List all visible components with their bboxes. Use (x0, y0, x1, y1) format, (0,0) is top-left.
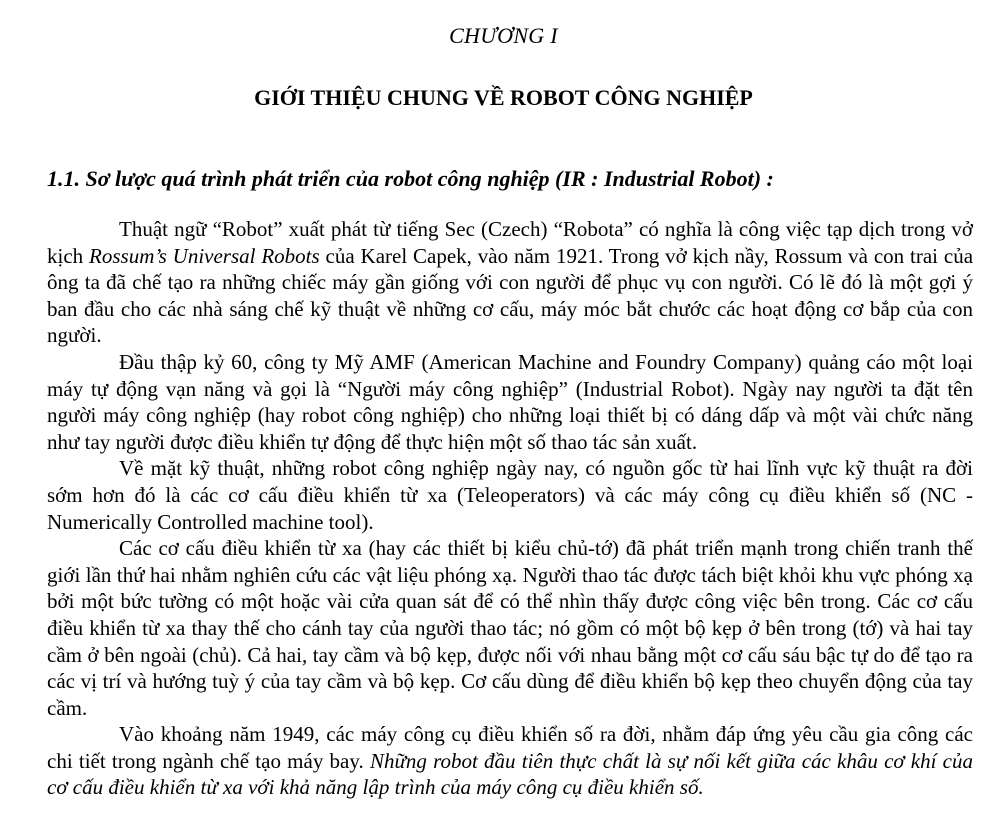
paragraph-text: của Karel Capek, vào năm 1921. Trong vở kịch nầy, Rossum và con trai của ông ta đã chế tạo ra những chiếc máy gần giống với con người để phục vụ con người. Có lẽ đó là một gợi ý ban đầu cho các nhà sáng chế kỹ thuật về những cơ cấu, máy móc bắt chước các hoạt động cơ bắp của con người. (47, 243, 974, 348)
play-title: Rossum’s Universal Robots (89, 243, 320, 268)
paragraph-text: Vào khoảng năm 1949, các máy công cụ điều khiển số ra đời, nhằm đáp ứng yêu cầu gia công các chi tiết trong ngành chế tạo máy bay. (47, 722, 973, 773)
chapter-title: GIỚI THIỆU CHUNG VỀ ROBOT CÔNG NGHIỆP (254, 85, 753, 110)
paragraph-text: Thuật ngữ “Robot” xuất phát từ tiếng Sec (Czech) “Robota” có nghĩa là công việc tạp dịch trong vở kịch (47, 217, 973, 268)
paragraph-nc-machines (47, 721, 973, 801)
body-text (47, 216, 973, 801)
paragraph-teleoperators: Các cơ cấu điều khiển từ xa (hay các thiết bị kiểu chủ-tớ) đã phát triển mạnh trong chiến tranh thế giới lần thứ hai nhằm nghiên cứu các vật liệu phóng xạ. Người thao tác được tách biệt khỏi khu vực phóng xạ bởi một bức tường có một hoặc vài cửa quan sát để có thể nhìn thấy được công việc bên trong. Các cơ cấu điều khiển từ xa thay thế cho cánh tay của người thao tác; nó gồm có một bộ kẹp ở bên trong (tớ) và hai tay cầm ở bên ngoài (chủ). Cả hai, tay cầm và bộ kẹp, được nối với nhau bằng một cơ cấu sáu bậc tự do để tạo ra các vị trí và hướng tuỳ ý của tay cầm và bộ kẹp. Cơ cấu dùng để điều khiển bộ kẹp theo chuyển động của tay cầm. (47, 536, 973, 720)
emphasized-text: Những robot đầu tiên thực chất là sự nối kết giữa các khâu cơ khí của cơ cấu điều khiển từ xa với khả năng lập trình của máy công cụ điều khiển số. (47, 748, 973, 800)
paragraph-technical-origins: Về mặt kỹ thuật, những robot công nghiệp ngày nay, có nguồn gốc từ hai lĩnh vực kỹ thuật ra đời sớm hơn đó là các cơ cấu điều khiển từ xa (Teleoperators) và các máy công cụ điều khiển số (NC - Numerically Controlled machine tool). (47, 456, 973, 534)
chapter-label: CHƯƠNG I (449, 23, 558, 48)
paragraph-robot-origin (47, 216, 973, 349)
section-heading: 1.1. Sơ lược quá trình phát triển của robot công nghiệp (IR : Industrial Robot) : (47, 166, 774, 191)
paragraph-amf: Đầu thập kỷ 60, công ty Mỹ AMF (American Machine and Foundry Company) quảng cáo một loại máy tự động vạn năng và gọi là “Người máy công nghiệp” (Industrial Robot). Ngày nay người ta đặt tên người máy công nghiệp (hay robot công nghiệp) cho những loại thiết bị có dáng dấp và một vài chức năng như tay người được điều khiển tự động để thực hiện một số thao tác sản xuất. (47, 349, 973, 454)
